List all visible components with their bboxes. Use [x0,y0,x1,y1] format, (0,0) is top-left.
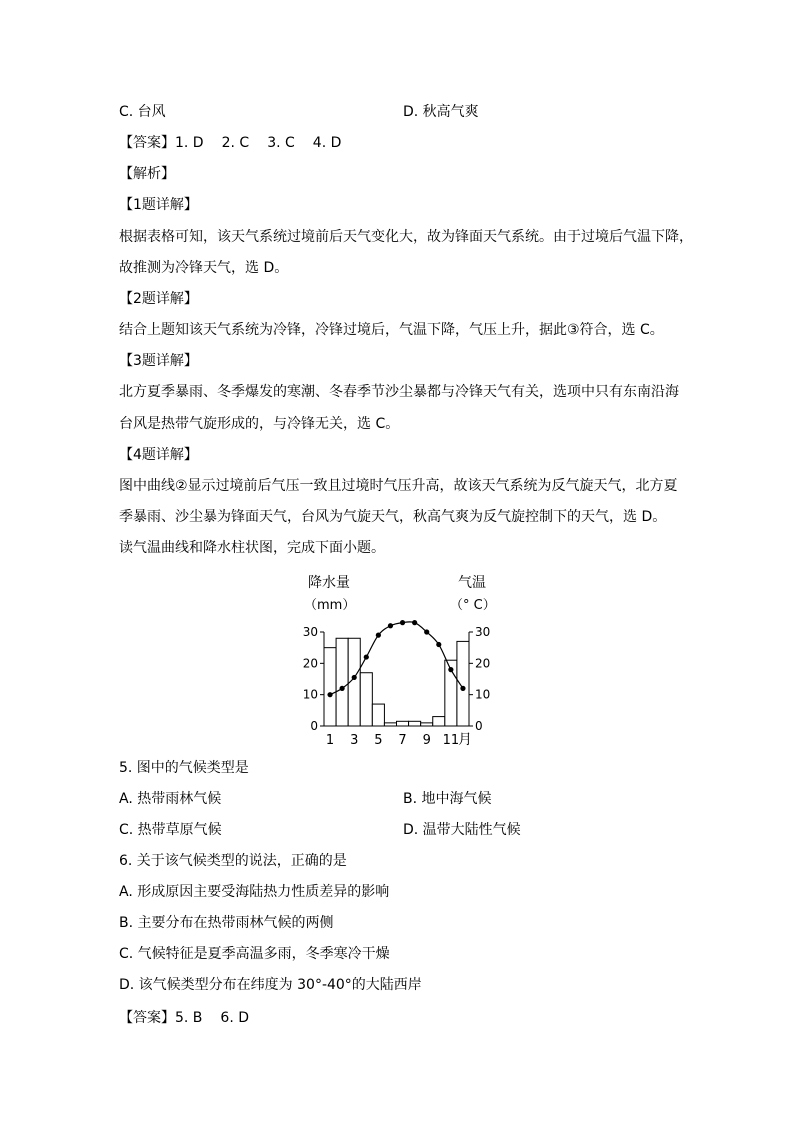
temperature-point [436,642,441,647]
temperature-point [352,675,357,680]
climate-chart [300,572,500,752]
q4-heading: 【4题详解】 [119,447,198,463]
q5-option-c: C. 热带草原气候 [119,822,222,838]
q6-option-d: D. 该气候类型分布在纬度为 30°-40°的大陆西岸 [119,977,422,993]
x-tick-label: 7 [398,733,407,748]
x-tick-label: 11 [442,733,460,748]
temperature-point [424,629,429,634]
answer-item: 6. D [220,1010,250,1026]
q3-text-2: 台风是热带气旋形成的，与冷锋无关，选 C。 [119,416,400,432]
q3-text-1: 北方夏季暴雨、冬季爆发的寒潮、冬春季节沙尘暴都与冷锋天气有关，选项中只有东南沿海 [119,384,679,400]
temperature-point [460,686,465,691]
precipitation-bar [372,704,384,726]
answer-label: 【答案】 [119,135,175,151]
q6-option-c: C. 气候特征是夏季高温多雨，冬季寒冷干燥 [119,946,390,962]
q1-text-1: 根据表格可知，该天气系统过境前后天气变化大，故为锋面天气系统。由于过境后气温下降， [119,229,693,245]
option-d-top: D. 秋高气爽 [403,104,479,120]
precipitation-bar [360,673,372,726]
precipitation-bar [397,721,409,726]
x-tick-label: 1 [325,733,335,748]
x-tick-label: 5 [374,733,383,748]
q5-option-a: A. 热带雨林气候 [119,791,222,807]
x-tick-label: 9 [422,733,431,748]
answer-item: 2. C [221,135,250,151]
precipitation-bar [409,721,421,726]
answer-label: 【答案】 [119,1010,175,1026]
chart-intro: 读气温曲线和降水柱状图，完成下面小题。 [119,540,385,556]
q4-text-2: 季暴雨、沙尘暴为锋面天气，台风为气旋天气，秋高气爽为反气旋控制下的天气，选 D。 [119,509,667,525]
q6-stem: 6. 关于该气候类型的说法，正确的是 [119,853,347,869]
precipitation-bar [324,648,336,726]
right-axis-unit: （° C） [450,598,496,613]
q5-option-d: D. 温带大陆性气候 [403,822,521,838]
analysis-heading: 【解析】 [119,166,175,182]
left-axis-unit: （mm） [304,598,356,613]
temperature-point [388,623,393,628]
q5-stem: 5. 图中的气候类型是 [119,760,249,776]
temperature-point [412,620,417,625]
right-tick-label: 20 [475,656,491,671]
q3-heading: 【3题详解】 [119,353,198,369]
left-tick-label: 30 [302,625,318,639]
q6-option-a: A. 形成原因主要受海陆热力性质差异的影响 [119,884,390,900]
right-tick-label: 10 [475,687,491,702]
temperature-point [340,686,345,691]
x-axis-unit: 月 [458,732,472,748]
q5-option-b: B. 地中海气候 [403,791,492,807]
q1-heading: 【1题详解】 [119,197,198,213]
q2-heading: 【2题详解】 [119,291,198,307]
x-tick-label: 3 [350,733,359,748]
precipitation-bar [433,717,445,726]
answer-item: 1. D [175,135,204,151]
q6-option-b: B. 主要分布在热带雨林气候的两侧 [119,915,334,931]
temperature-point [448,667,453,672]
left-tick-label: 20 [302,656,318,671]
temperature-point [400,620,405,625]
answer-line-1 [119,133,341,153]
answer-item: 3. C [267,135,295,151]
temperature-point [327,692,332,697]
q1-text-2: 故推测为冷锋天气，选 D。 [119,260,289,276]
q4-text-1: 图中曲线②显示过境前后气压一致且过境时气压升高，故该天气系统为反气旋天气，北方夏 [119,478,678,494]
left-tick-label: 10 [302,687,318,702]
q2-text-1: 结合上题知该天气系统为冷锋，冷锋过境后，气温下降，气压上升，据此③符合，选 C。 [119,322,664,338]
answer-item: 5. B [175,1010,203,1026]
left-tick-label: 0 [310,719,318,733]
right-tick-label: 30 [475,625,491,639]
answer-item: 4. D [312,135,342,151]
left-axis-title: 降水量 [308,575,350,591]
option-c-top: C. 台风 [119,104,166,120]
precipitation-bar [336,638,348,726]
temperature-point [376,633,381,638]
temperature-point [364,654,369,659]
right-tick-label: 0 [475,719,483,733]
precipitation-bar [457,641,469,726]
answer-line-2 [119,1008,249,1028]
right-axis-title: 气温 [458,575,486,591]
